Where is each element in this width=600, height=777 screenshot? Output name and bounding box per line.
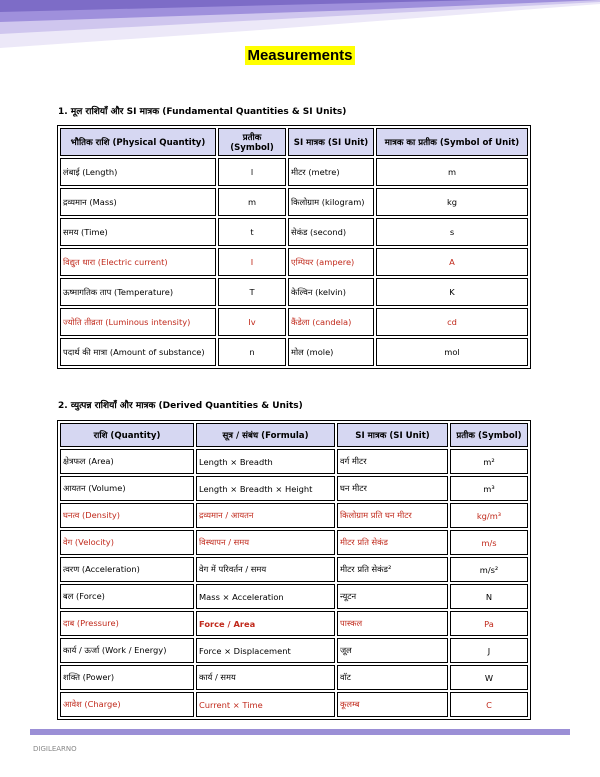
table-cell: J bbox=[450, 638, 528, 663]
table-cell: m² bbox=[450, 449, 528, 474]
table-cell: Force / Area bbox=[196, 611, 335, 636]
table-cell: l bbox=[218, 158, 286, 186]
table-cell: कार्य / समय bbox=[196, 665, 335, 690]
table-cell: पास्कल bbox=[337, 611, 448, 636]
table-cell: किलोग्राम प्रति घन मीटर bbox=[337, 503, 448, 528]
header-cell: प्रतीक (Symbol) bbox=[218, 128, 286, 156]
table-row bbox=[60, 665, 528, 690]
table-cell: Length × Breadth × Height bbox=[196, 476, 335, 501]
table-cell: ज्योति तीव्रता (Luminous intensity) bbox=[60, 308, 216, 336]
table-cell: cd bbox=[376, 308, 528, 336]
table-cell: बल (Force) bbox=[60, 584, 194, 609]
table-cell: N bbox=[450, 584, 528, 609]
footer-brand: DIGILEARNO bbox=[33, 745, 77, 753]
table-row bbox=[60, 584, 528, 609]
table-cell: मोल (mole) bbox=[288, 338, 374, 366]
table-cell: समय (Time) bbox=[60, 218, 216, 246]
table-cell: वेग में परिवर्तन / समय bbox=[196, 557, 335, 582]
table-cell: Current × Time bbox=[196, 692, 335, 717]
table-cell: m bbox=[376, 158, 528, 186]
table-cell: I bbox=[218, 248, 286, 276]
table-cell: A bbox=[376, 248, 528, 276]
table-cell: वर्ग मीटर bbox=[337, 449, 448, 474]
table-cell: लंबाई (Length) bbox=[60, 158, 216, 186]
table-cell: त्वरण (Acceleration) bbox=[60, 557, 194, 582]
table-row bbox=[60, 218, 528, 246]
table-row bbox=[60, 449, 528, 474]
table-row bbox=[60, 557, 528, 582]
header-cell: राशि (Quantity) bbox=[60, 423, 194, 447]
table-cell: सेकंड (second) bbox=[288, 218, 374, 246]
table-cell: Pa bbox=[450, 611, 528, 636]
table-row bbox=[60, 338, 528, 366]
section2-heading: 2. व्युत्पन्न राशियाँ और मात्रक (Derived Quantities & Units) bbox=[58, 401, 303, 411]
header-cell: प्रतीक (Symbol) bbox=[450, 423, 528, 447]
table-row bbox=[60, 248, 528, 276]
table-row bbox=[60, 188, 528, 216]
table-cell: किलोग्राम (kilogram) bbox=[288, 188, 374, 216]
table-cell: वेग (Velocity) bbox=[60, 530, 194, 555]
table-cell: K bbox=[376, 278, 528, 306]
table-cell: t bbox=[218, 218, 286, 246]
table-header-row bbox=[60, 128, 528, 156]
table-cell: m/s² bbox=[450, 557, 528, 582]
header-cell: सूत्र / संबंध (Formula) bbox=[196, 423, 335, 447]
table-header-row bbox=[60, 423, 528, 447]
table-cell: Length × Breadth bbox=[196, 449, 335, 474]
page-title bbox=[0, 45, 600, 64]
header-cell: भौतिक राशि (Physical Quantity) bbox=[60, 128, 216, 156]
table-cell: घन मीटर bbox=[337, 476, 448, 501]
header-cell: SI मात्रक (SI Unit) bbox=[288, 128, 374, 156]
table-row bbox=[60, 638, 528, 663]
header-cell: मात्रक का प्रतीक (Symbol of Unit) bbox=[376, 128, 528, 156]
table-cell: द्रव्यमान (Mass) bbox=[60, 188, 216, 216]
table-row bbox=[60, 158, 528, 186]
table-cell: न्यूटन bbox=[337, 584, 448, 609]
table-cell: विस्थापन / समय bbox=[196, 530, 335, 555]
table-row bbox=[60, 692, 528, 717]
fundamental-quantities-table bbox=[57, 125, 531, 369]
table-row bbox=[60, 476, 528, 501]
table-cell: मीटर प्रति सेकंड bbox=[337, 530, 448, 555]
table-cell: C bbox=[450, 692, 528, 717]
title-text: Measurements bbox=[247, 47, 353, 64]
table-row bbox=[60, 278, 528, 306]
table-cell: s bbox=[376, 218, 528, 246]
table-cell: ऊष्मागतिक ताप (Temperature) bbox=[60, 278, 216, 306]
table-cell: T bbox=[218, 278, 286, 306]
table-cell: m bbox=[218, 188, 286, 216]
table-cell: Mass × Acceleration bbox=[196, 584, 335, 609]
table-row bbox=[60, 611, 528, 636]
table-cell: आवेश (Charge) bbox=[60, 692, 194, 717]
table-cell: n bbox=[218, 338, 286, 366]
table-cell: kg/m³ bbox=[450, 503, 528, 528]
table-cell: जूल bbox=[337, 638, 448, 663]
table-cell: विद्युत धारा (Electric current) bbox=[60, 248, 216, 276]
table-cell: क्षेत्रफल (Area) bbox=[60, 449, 194, 474]
table-cell: मीटर प्रति सेकंड² bbox=[337, 557, 448, 582]
table-cell: आयतन (Volume) bbox=[60, 476, 194, 501]
derived-quantities-table bbox=[57, 420, 531, 720]
table-cell: द्रव्यमान / आयतन bbox=[196, 503, 335, 528]
table-cell: शक्ति (Power) bbox=[60, 665, 194, 690]
table-cell: दाब (Pressure) bbox=[60, 611, 194, 636]
table-cell: वॉट bbox=[337, 665, 448, 690]
table-cell: m/s bbox=[450, 530, 528, 555]
table-cell: कैंडेला (candela) bbox=[288, 308, 374, 336]
table-row bbox=[60, 530, 528, 555]
table-cell: W bbox=[450, 665, 528, 690]
table-cell: कूलम्ब bbox=[337, 692, 448, 717]
table-cell: m³ bbox=[450, 476, 528, 501]
table-cell: mol bbox=[376, 338, 528, 366]
table-row bbox=[60, 308, 528, 336]
section1-heading: 1. मूल राशियाँ और SI मात्रक (Fundamental Quantities & SI Units) bbox=[58, 107, 347, 117]
table-cell: घनत्व (Density) bbox=[60, 503, 194, 528]
footer-bar bbox=[30, 729, 570, 735]
table-cell: पदार्थ की मात्रा (Amount of substance) bbox=[60, 338, 216, 366]
table-cell: kg bbox=[376, 188, 528, 216]
table-cell: Force × Displacement bbox=[196, 638, 335, 663]
table-cell: एम्पियर (ampere) bbox=[288, 248, 374, 276]
header-cell: SI मात्रक (SI Unit) bbox=[337, 423, 448, 447]
table-cell: Iv bbox=[218, 308, 286, 336]
table-row bbox=[60, 503, 528, 528]
table-cell: मीटर (metre) bbox=[288, 158, 374, 186]
table-cell: कार्य / ऊर्जा (Work / Energy) bbox=[60, 638, 194, 663]
table-cell: केल्विन (kelvin) bbox=[288, 278, 374, 306]
